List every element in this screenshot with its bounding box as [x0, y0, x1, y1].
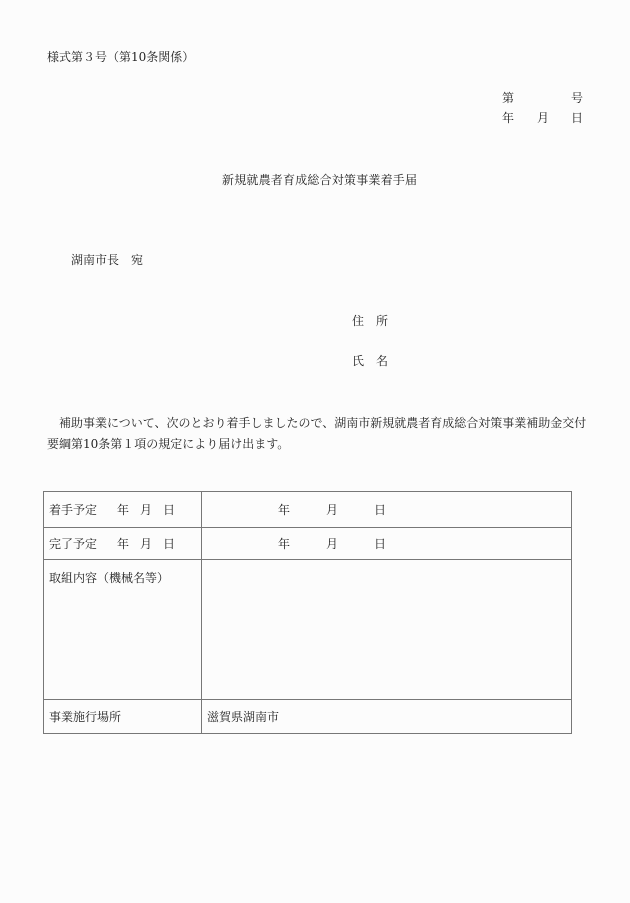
date-month-label: 月 [537, 111, 550, 125]
date-year-label: 年 [502, 111, 515, 125]
name-label: 氏 名 [352, 354, 389, 368]
end-label-year: 年 [117, 537, 130, 551]
date-day-label: 日 [571, 111, 584, 125]
place-value[interactable]: 滋賀県湖南市 [202, 700, 572, 734]
end-value-year: 年 [278, 537, 291, 551]
address-label: 住 所 [352, 314, 389, 328]
start-label-day: 日 [163, 503, 176, 517]
start-date-label-cell [44, 492, 202, 528]
document-number-suffix: 号 [571, 91, 584, 105]
body-text: 補助事業について、次のとおり着手しましたので、湖南市新規就農者育成総合対策事業補助金交付要綱第10条第１項の規定により届け出ます。 [47, 416, 587, 451]
end-date-label: 完了予定 [49, 537, 98, 551]
start-date-value-cell[interactable] [202, 492, 572, 528]
table-row-place [44, 700, 572, 734]
start-label-year: 年 [117, 503, 130, 517]
table-row-start-date [44, 492, 572, 528]
end-value-month: 月 [326, 537, 339, 551]
addressee: 湖南市長 宛 [71, 253, 144, 267]
table-row-content [44, 560, 572, 700]
document-title: 新規就農者育成総合対策事業着手届 [222, 173, 418, 187]
form-number: 様式第３号（第10条関係） [47, 50, 195, 64]
document-number-prefix: 第 [502, 91, 515, 105]
start-value-day: 日 [374, 503, 387, 517]
start-value-month: 月 [326, 503, 339, 517]
content-value-cell[interactable] [202, 560, 572, 700]
details-table [43, 491, 572, 734]
start-date-label: 着手予定 [49, 503, 98, 517]
start-value-year: 年 [278, 503, 291, 517]
end-date-label-cell [44, 528, 202, 560]
end-label-month: 月 [140, 537, 153, 551]
place-label: 事業施行場所 [44, 700, 202, 734]
table-row-end-date [44, 528, 572, 560]
end-date-value-cell[interactable] [202, 528, 572, 560]
start-label-month: 月 [140, 503, 153, 517]
end-value-day: 日 [374, 537, 387, 551]
body-paragraph [47, 413, 587, 455]
end-label-day: 日 [163, 537, 176, 551]
content-label: 取組内容（機械名等） [44, 560, 202, 700]
